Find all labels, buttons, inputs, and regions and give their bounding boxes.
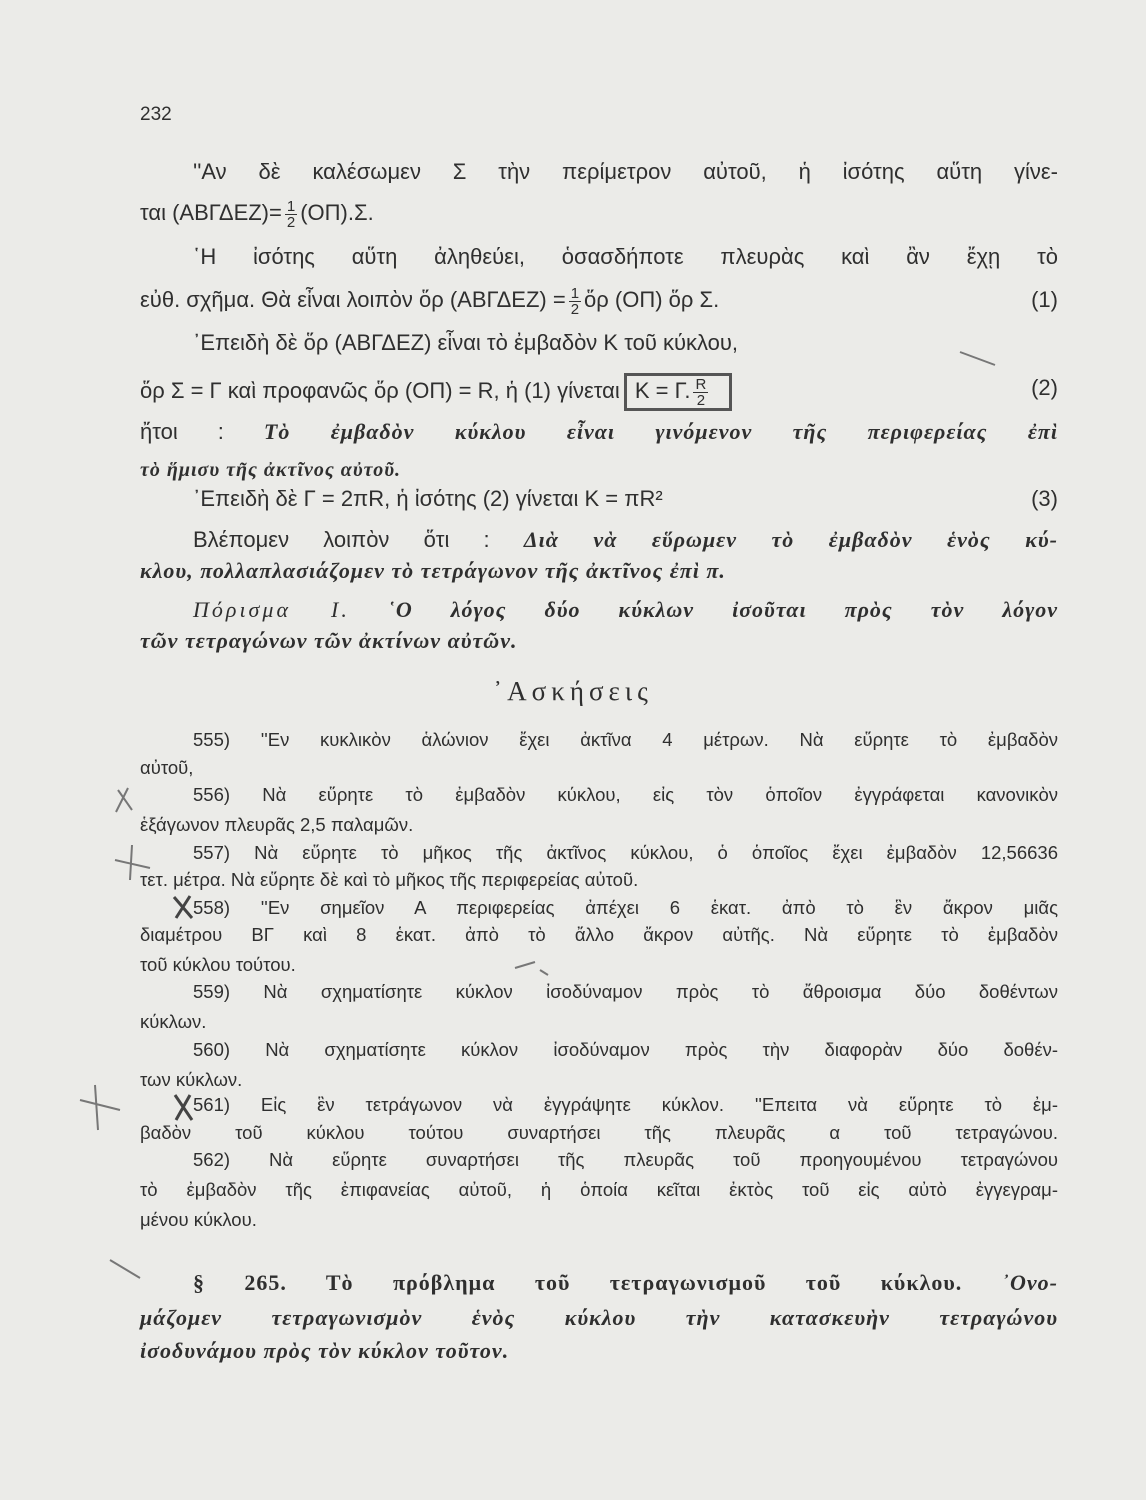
exercise-line: τὸ ἐμβαδὸν τῆς ἐπιφανείας αὐτοῦ, ἡ ὁποία κεῖται ἐκτὸς τοῦ εἰς αὐτὸ ἐγγεγραμ-	[140, 1179, 1058, 1200]
rule-text: Διὰ νὰ εὕρωμεν τὸ ἐμβαδὸν ἑνὸς κύ-	[523, 527, 1058, 552]
exercise-line: 555) ''Εν κυκλικὸν ἁλώνιον ἔχει ἀκτῖνα 4 μέτρων. Νὰ εὕρητε τὸ ἐμβαδὸν	[193, 729, 1058, 750]
text: (ΟΠ).Σ.	[300, 200, 374, 225]
text-line: ᾿Επειδὴ δὲ ὅρ (ΑΒΓΔΕΖ) εἶναι τὸ ἐμβαδὸν Κ τοῦ κύκλου,	[193, 330, 739, 355]
x-mark-icon	[80, 1085, 120, 1130]
text-line: κλου, πολλαπλασιάζομεν τὸ τετράγωνον τῆς ἀκτῖνος ἐπὶ π.	[140, 558, 726, 583]
exercise-line: 559) Νὰ σχηματίσητε κύκλον ἰσοδύναμον πρὸς τὸ ἄθροισμα δύο δοθέντων	[193, 981, 1058, 1002]
exercise-line: 561) Εἰς ἓν τετράγωνον νὰ ἐγγράψητε κύκλον. ''Επειτα νὰ εὕρητε τὸ ἐμ-	[193, 1094, 1058, 1115]
exercise-line: τοῦ κύκλου τούτου.	[140, 954, 296, 975]
fraction	[285, 199, 297, 230]
text-line	[140, 417, 1058, 447]
exercise-line: βαδὸν τοῦ κύκλου τούτου συναρτήσει τῆς πλευρᾶς α τοῦ τετραγώνου.	[140, 1122, 1058, 1143]
exercise-line: 557) Νὰ εὕρητε τὸ μῆκος τῆς ἀκτῖνος κύκλου, ὁ ὁποῖος ἔχει ἐμβαδὸν 12,56636	[193, 842, 1058, 863]
text-line	[140, 373, 1058, 411]
text: ὅρ (ΟΠ) ὅρ Σ.	[584, 287, 720, 312]
x-mark-icon	[175, 1095, 192, 1120]
text-line: ''Αν δὲ καλέσωμεν Σ τὴν περίμετρον αὐτοῦ, ἡ ἰσότης αὕτη γίνε-	[193, 159, 1058, 184]
denominator: 2	[570, 300, 580, 318]
denominator: 2	[286, 213, 296, 231]
numerator: 1	[286, 197, 296, 215]
text-line	[193, 525, 1058, 555]
corollary-label: Πόρισμα Ι.	[193, 597, 350, 622]
exercise-line: κύκλων.	[140, 1011, 207, 1032]
text: εὐθ. σχῆμα. Θὰ εἶναι λοιπὸν ὅρ (ΑΒΓΔΕΖ) =	[140, 287, 566, 312]
exercise-line: των κύκλων.	[140, 1069, 243, 1090]
exercise-line: 560) Νὰ σχηματίσητε κύκλον ἰσοδύναμον πρὸς τὴν διαφορὰν δύο δοθέν-	[193, 1039, 1058, 1060]
text: ται (ΑΒΓΔΕΖ)=	[140, 200, 282, 225]
equation-number: (3)	[1031, 486, 1058, 511]
text: ᾿Ονο-	[1001, 1270, 1059, 1295]
exercise-line: τετ. μέτρα. Νὰ εὕρητε δὲ καὶ τὸ μῆκος τῆς περιφερείας αὐτοῦ.	[140, 869, 639, 890]
exercise-line: 562) Νὰ εὕρητε συναρτήσει τῆς πλευρᾶς τοῦ προηγουμένου τετραγώνου	[193, 1149, 1058, 1170]
text: ὅρ Σ = Γ καὶ προφανῶς ὅρ (ΟΠ) = R, ἡ (1) γίνεται	[140, 378, 620, 403]
text-line	[193, 484, 1058, 514]
text-line: τῶν τετραγώνων τῶν ἀκτίνων αὐτῶν.	[140, 628, 518, 653]
corollary-text: ῾Ο λόγος δύο κύκλων ἰσοῦται πρὸς τὸν λόγον	[387, 597, 1058, 622]
text: ἤτοι :	[140, 419, 224, 444]
theorem-text: Τὸ ἐμβαδὸν κύκλου εἶναι γινόμενον τῆς περιφερείας ἐπὶ	[263, 419, 1059, 444]
equation-number: (2)	[1031, 375, 1058, 400]
section-title: § 265. Τὸ πρόβλημα τοῦ τετραγωνισμοῦ τοῦ κύκλου.	[193, 1270, 963, 1295]
x-mark-icon	[174, 896, 192, 918]
page-number: 232	[140, 104, 172, 125]
numerator: 1	[570, 284, 580, 302]
exercise-line: 558) ''Εν σημεῖον Α περιφερείας ἀπέχει 6 ἑκατ. ἀπὸ τὸ ἓν ἄκρον μιᾶς	[193, 897, 1058, 918]
exercise-line: αὐτοῦ,	[140, 757, 194, 778]
fraction	[569, 286, 581, 317]
exercise-line: 556) Νὰ εὕρητε τὸ ἐμβαδὸν κύκλου, εἰς τὸν ὁποῖον ἐγγράφεται κανονικὸν	[193, 784, 1058, 805]
text-line: ἰσοδυνάμου πρὸς τὸν κύκλον τοῦτον.	[140, 1338, 510, 1363]
equation-number: (1)	[1031, 287, 1058, 312]
text-line	[140, 198, 1058, 230]
text-line	[140, 285, 1058, 317]
exercise-line: ἑξάγωνον πλευρᾶς 2,5 παλαμῶν.	[140, 814, 414, 835]
text-line: μάζομεν τετραγωνισμὸν ἑνὸς κύκλου τὴν κατασκευὴν τετραγώνου	[140, 1305, 1058, 1330]
text: Βλέπομεν λοιπὸν ὅτι :	[193, 527, 490, 552]
boxed-formula	[624, 373, 732, 411]
text-line: τὸ ἥμισυ τῆς ἀκτῖνος αὐτοῦ.	[140, 459, 402, 481]
numerator: R	[695, 375, 707, 393]
text: Κ = Γ.	[634, 378, 691, 403]
fraction	[693, 377, 708, 408]
section-heading-line	[193, 1268, 1058, 1298]
text-line: ῾Η ἰσότης αὕτη ἀληθεύει, ὁσασδήποτε πλευρὰς καὶ ἂν ἔχῃ τὸ	[193, 244, 1058, 269]
exercise-line: μένου κύκλου.	[140, 1209, 257, 1230]
denominator: 2	[696, 391, 706, 409]
pencil-stroke	[110, 1260, 140, 1278]
exercise-line: διαμέτρου ΒΓ καὶ 8 ἑκατ. ἀπὸ τὸ ἄλλο ἄκρον αὐτῆς. Νὰ εὕρητε τὸ ἐμβαδὸν	[140, 924, 1058, 945]
x-mark-icon	[116, 788, 132, 812]
text: ᾿Επειδὴ δὲ Γ = 2πR, ἡ ἰσότης (2) γίνεται Κ = πR²	[193, 486, 663, 511]
exercises-heading: ᾿Ασκήσεις	[493, 676, 653, 706]
text-line	[193, 595, 1058, 625]
